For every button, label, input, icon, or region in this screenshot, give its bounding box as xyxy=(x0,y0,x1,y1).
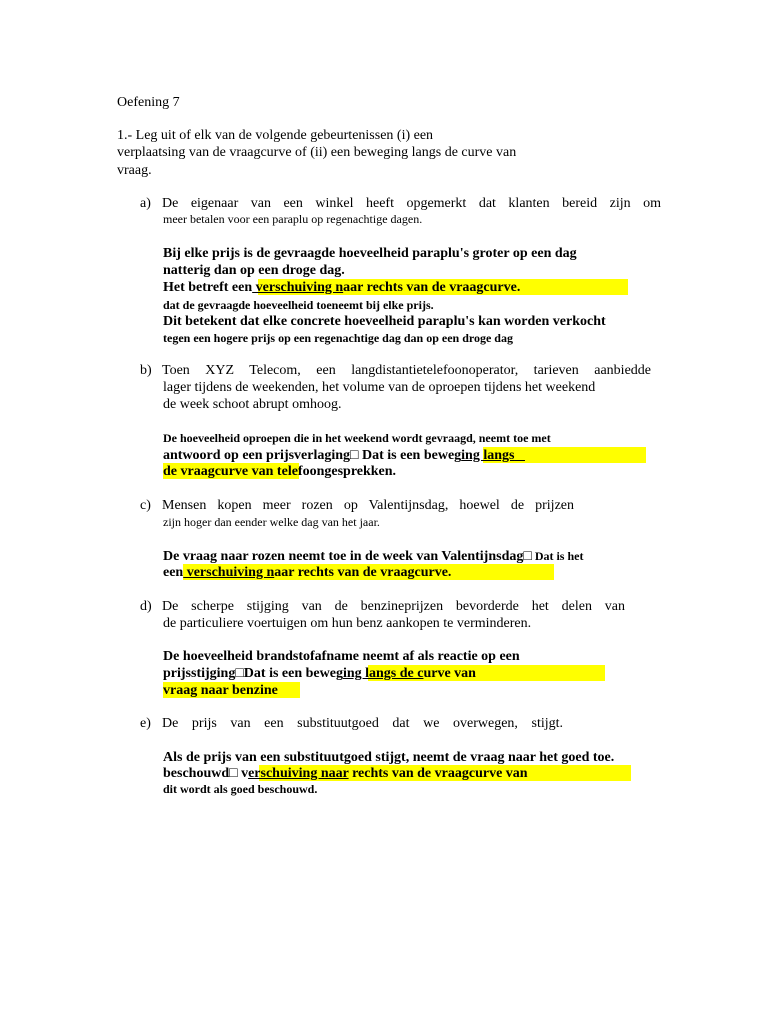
item-e-answer-1: Als de prijs van een substituutgoed stijgt, neemt de vraag naar het goed toe. xyxy=(163,750,615,765)
item-e-answer-2-highlight: rechts van de vraagcurve van xyxy=(348,766,528,781)
question-line-3: vraag. xyxy=(117,163,152,178)
question-line-1: 1.- Leg uit of elk van de volgende gebeurtenissen (i) een xyxy=(117,128,434,143)
item-c-answer-1 xyxy=(163,548,583,565)
item-a-answer-1: Bij elke prijs is de gevraagde hoeveelheid paraplu's groter op een dag xyxy=(163,246,577,261)
item-d-marker: d) xyxy=(140,599,152,614)
question-line-2: verplaatsing van de vraagcurve of (ii) een beweging langs de curve van xyxy=(117,145,517,160)
item-c-answer-2 xyxy=(163,564,451,581)
item-e-answer-2-pre: beschouwd□ v xyxy=(163,766,249,781)
item-a-answer-3-highlight-underlined: verschuiving n xyxy=(252,280,344,295)
item-a-marker: a) xyxy=(140,196,151,211)
item-d-question-2: de particuliere voertuigen om hun benz aankopen te verminderen. xyxy=(163,616,532,631)
item-a-answer-3-highlight: aar rechts van de vraagcurve. xyxy=(343,280,521,295)
item-e-answer-3: dit wordt als goed beschouwd. xyxy=(163,782,318,796)
item-b-answer-3 xyxy=(163,463,396,480)
exercise-title: Oefening 7 xyxy=(117,95,180,110)
item-a-question-2: meer betalen voor een paraplu op regenachtige dagen. xyxy=(163,212,423,226)
item-a-answer-2: natterig dan op een droge dag. xyxy=(163,263,345,278)
item-a-answer-4: dat de gevraagde hoeveelheid toeneemt bij elke prijs. xyxy=(163,298,434,312)
item-c-question-2: zijn hoger dan eender welke dag van het jaar. xyxy=(163,515,380,529)
item-b-answer-3-post: lefoongesprekken. xyxy=(287,464,397,479)
item-d-answer-3: vraag naar benzine xyxy=(163,683,278,698)
item-b-answer-3-highlight: de vraagcurve van te xyxy=(163,464,288,479)
item-c-answer-2-highlight-underlined: verschuiving n xyxy=(183,565,275,580)
item-b-answer-2 xyxy=(163,447,525,464)
item-c-answer-2-pre: een xyxy=(163,565,184,580)
item-c-answer-2-highlight: aar rechts van de vraagcurve. xyxy=(274,565,452,580)
item-a-answer-6: tegen een hogere prijs op een regenachtige dag dan op een droge dag xyxy=(163,331,513,345)
item-d-answer-2-pre: prijsstijging□Dat is een beweg xyxy=(163,666,343,681)
item-b-answer-1: De hoeveelheid oproepen die in het weekend wordt gevraagd, neemt toe met xyxy=(163,431,551,445)
item-b-question-1: Toen XYZ Telecom, een langdistantietelefoonoperator, tarieven aanbiedde xyxy=(162,363,651,378)
item-b-answer-2-highlight xyxy=(514,448,525,463)
item-a-question-1: De eigenaar van een winkel heeft opgemerkt dat klanten bereid zijn om xyxy=(162,196,661,211)
item-c-marker: c) xyxy=(140,498,151,513)
item-a-answer-3-pre: Het betreft een xyxy=(163,280,253,295)
item-a-answer-5: Dit betekent dat elke concrete hoeveelheid paraplu's kan worden verkocht xyxy=(163,314,606,329)
item-d-answer-1: De hoeveelheid brandstofafname neemt af als reactie op een xyxy=(163,649,520,664)
item-a-answer-3 xyxy=(163,279,520,296)
item-e-marker: e) xyxy=(140,716,151,731)
item-b-question-2: lager tijdens de weekenden, het volume van de oproepen tijdens het weekend xyxy=(163,380,596,395)
item-d-question-1: De scherpe stijging van de benzineprijzen bevorderde het delen van xyxy=(162,599,625,614)
item-b-question-3: de week schoot abrupt omhoog. xyxy=(163,397,342,412)
item-b-answer-2-pre: antwoord op een prijsverlaging□ Dat is een beweg xyxy=(163,448,462,463)
item-e-answer-2-highlight-underlined: erschuiving naar xyxy=(248,766,349,781)
item-d-answer-2-highlight-underlined: ing langs de c xyxy=(342,666,424,681)
item-b-marker: b) xyxy=(140,363,152,378)
item-e-answer-2 xyxy=(163,765,528,782)
item-c-answer-1-small: Dat is het xyxy=(531,549,584,563)
item-c-answer-1-main: De vraag naar rozen neemt toe in de week van Valentijnsdag□ xyxy=(163,549,532,564)
item-e-question-1: De prijs van een substituutgoed dat we overwegen, stijgt. xyxy=(162,716,563,731)
item-b-answer-2-highlight-underlined: ing langs xyxy=(461,448,515,463)
item-d-answer-2-highlight: urve van xyxy=(423,666,476,681)
item-c-question-1: Mensen kopen meer rozen op Valentijnsdag, hoewel de prijzen xyxy=(162,498,574,513)
item-d-answer-2 xyxy=(163,665,476,682)
